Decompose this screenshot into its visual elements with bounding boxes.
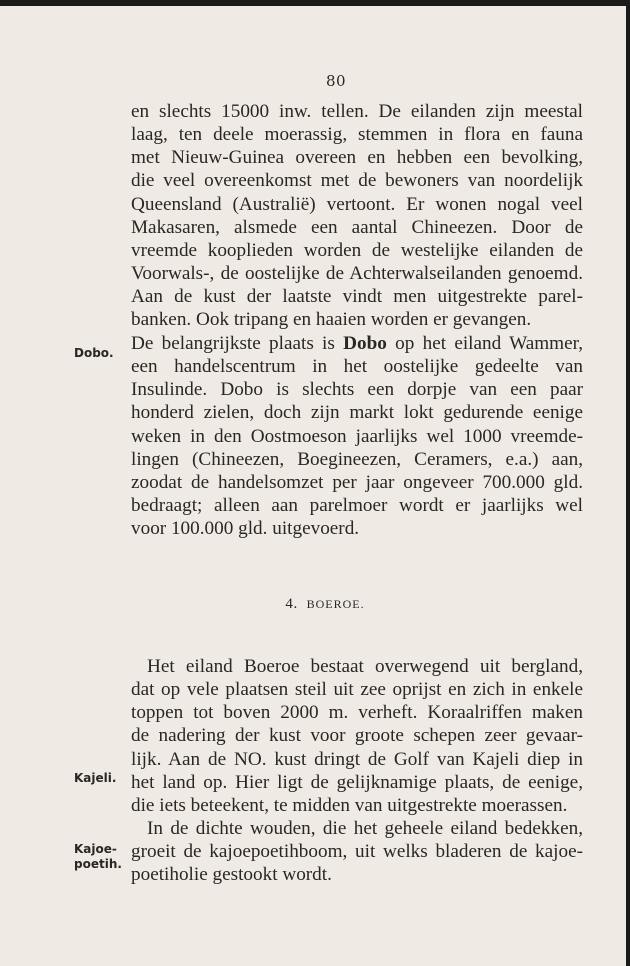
text-line: banken. Ook tripang en haaien worden er gevangen.: [131, 309, 532, 331]
text-line: die iets beteekent, te midden van uitgestrekte moerassen.: [131, 794, 568, 816]
text-line: Makasaren, alsmede een aantal Chineezen. Door de: [131, 216, 583, 238]
book-page: [0, 6, 626, 966]
text-line: lingen (Chineezen, Boegineezen, Ceramers, e.a.) aan,: [131, 448, 583, 470]
text-line: bedraagt; alleen aan parelmoer wordt er jaarlijks wel: [131, 495, 583, 517]
paragraph-3: [131, 655, 583, 817]
paragraph-4: [131, 817, 583, 886]
text-line: groeit de kajoepoetihboom, uit welks bladeren de kajoe-: [131, 841, 583, 863]
margin-note-line: poetih.: [74, 857, 122, 871]
text-line: de nadering der kust voor groote schepen zeer gevaar-: [131, 725, 583, 747]
text-line: weken in den Oostmoeson jaarlijks wel 1000 vreemde-: [131, 425, 583, 447]
section-number: 4.: [285, 596, 298, 612]
text-line: In de dichte wouden, die het geheele eiland bedekken,: [147, 818, 583, 839]
text-line: Voorwals-, de oostelijke de Achterwalseilanden genoemd.: [131, 263, 583, 285]
paragraph-2: [131, 332, 583, 540]
margin-note-kajeli: Kajeli.: [74, 771, 117, 785]
text-fragment: op het eiland Wammer,: [386, 333, 583, 354]
paragraph-1: [131, 100, 583, 332]
margin-note-kajoepoetih: [74, 842, 122, 872]
text-line: met Nieuw-Guinea overeen en hebben een bevolking,: [131, 147, 583, 169]
bold-place-name: Dobo: [343, 333, 387, 354]
section-heading: [12, 596, 630, 613]
margin-note-line: Kajoe-: [74, 842, 117, 856]
text-line: vreemde kooplieden worden de westelijke eilanden de: [131, 239, 583, 261]
section-title: BOEROE.: [306, 597, 365, 611]
text-line: laag, ten deele moerassig, stemmen in flora en fauna: [131, 124, 583, 146]
text-line: en slechts 15000 inw. tellen. De eilanden zijn meestal: [131, 101, 583, 122]
text-line: dat op vele plaatsen steil uit zee oprijst en zich in enkele: [131, 679, 583, 701]
text-line: die veel overeenkomst met de bewoners van noordelijk: [131, 170, 583, 192]
text-line: honderd zielen, doch zijn markt lokt gedurende eenige: [131, 402, 583, 424]
text-line: het land op. Hier ligt de gelijknamige plaats, de eenige,: [131, 771, 583, 793]
text-line: lijk. Aan de NO. kust dringt de Golf van Kajeli diep in: [131, 748, 583, 770]
page-number: 80: [325, 72, 347, 90]
text-line: voor 100.000 gld. uitgevoerd.: [131, 518, 360, 540]
text-line-with-bold: [131, 332, 583, 355]
text-line: Aan de kust der laatste vindt men uitgestrekte parel-: [131, 286, 583, 308]
text-line: Het eiland Boeroe bestaat overwegend uit bergland,: [147, 656, 583, 677]
text-line: een handelscentrum in het oostelijke gedeelte van: [131, 356, 583, 378]
text-fragment: De belangrijkste plaats is: [131, 333, 344, 354]
text-line: toppen tot boven 2000 m. verheft. Koraalriffen maken: [131, 702, 583, 724]
text-line: poetiholie gestookt wordt.: [131, 864, 332, 886]
text-line: zoodat de handelsomzet per jaar ongeveer 700.000 gld.: [131, 471, 583, 493]
text-line: Queensland (Australië) vertoont. Er wonen nogal veel: [131, 193, 583, 215]
text-line: Insulinde. Dobo is slechts een dorpje van een paar: [131, 379, 583, 401]
margin-note-dobo: Dobo.: [74, 346, 114, 360]
